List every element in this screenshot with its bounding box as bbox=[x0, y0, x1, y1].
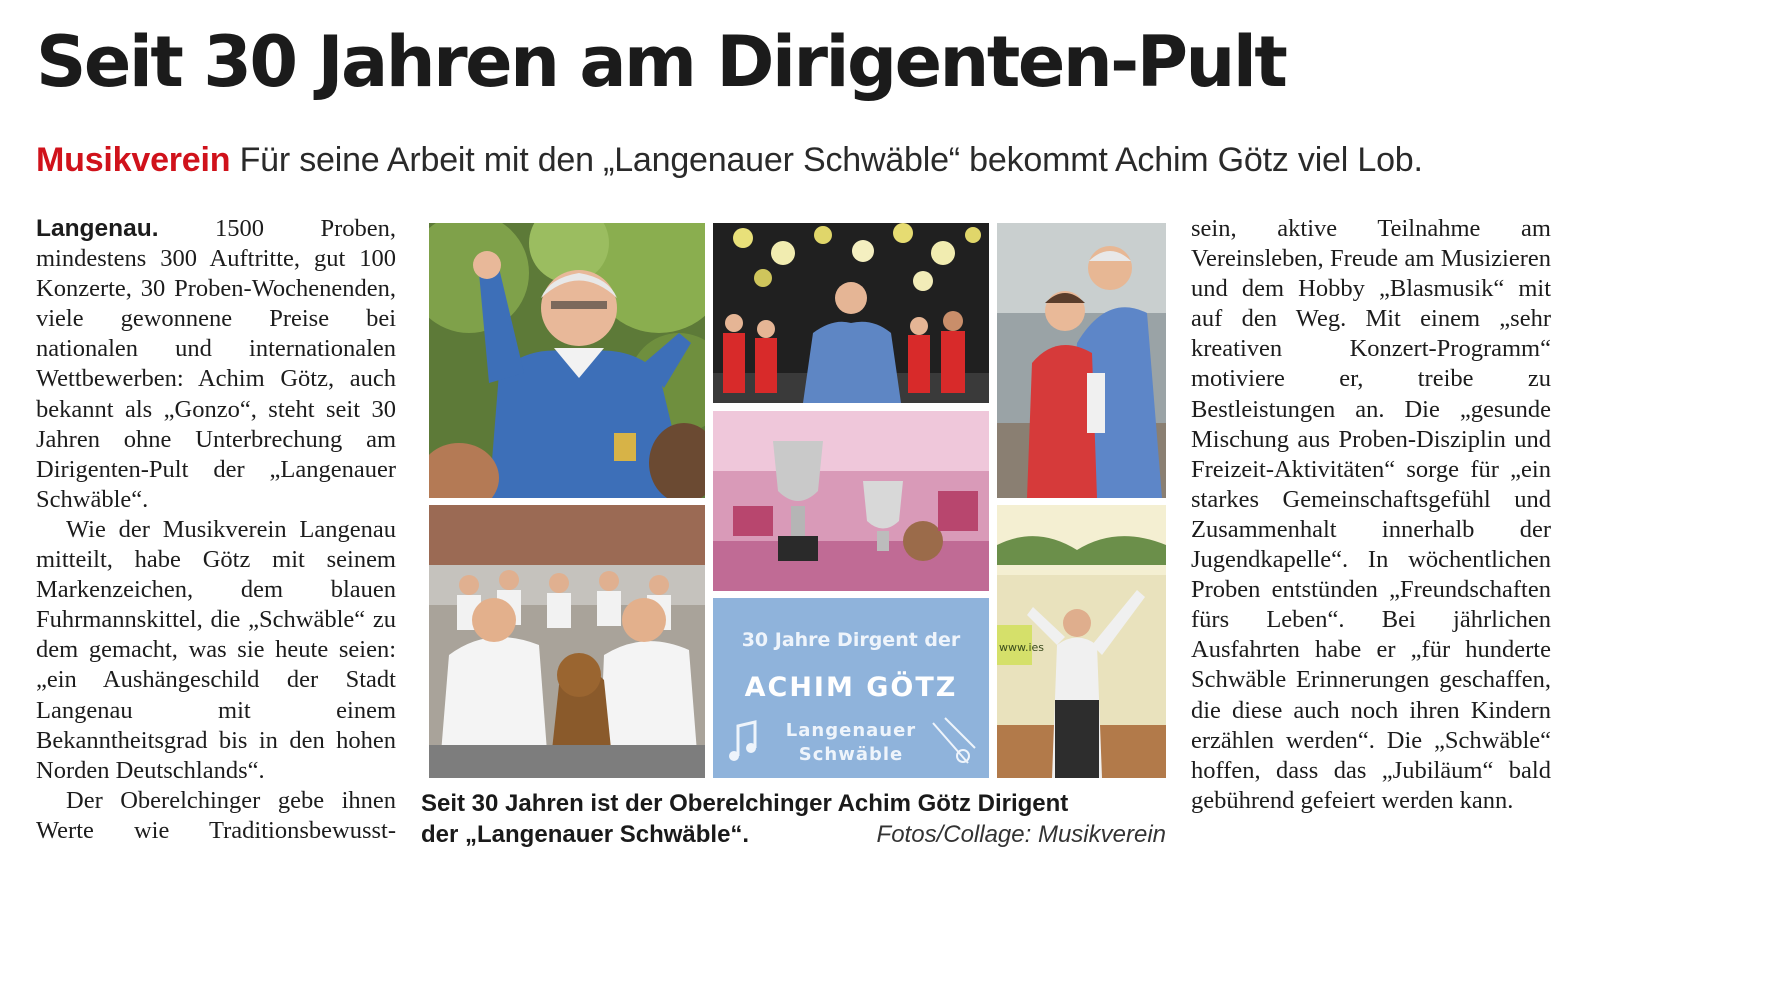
photo-conductor-tent bbox=[997, 505, 1166, 778]
photo-couple bbox=[997, 223, 1166, 498]
article-column-3 bbox=[1191, 214, 1551, 816]
caption-line-2: der „Langenauer Schwäble“. bbox=[421, 821, 750, 848]
article-subheadline bbox=[36, 138, 1423, 182]
paragraph-text: 1500 Proben, mindestens 300 Auftritte, gut 100 Konzerte, 30 Proben-Wochenenden, viele gewonnene Preise bei nationalen und internationalen Wettbewerben: Achim Götz, auch bekannt als „Gonzo“, steht seit 30 Jahren ohne Unterbrechung am Dirigenten-Pult der „Langenauer Schwäble“. bbox=[36, 215, 396, 513]
paragraph: Wie der Musikverein Langenau mitteilt, habe Götz mit seinem Markenzeichen, dem blauen Fuhrmannskittel, die „Schwäble“ zu dem gemacht, was sie heute seien: „ein Aushängeschild der Stadt Langenau mit einem Bekanntheitsgrad bis in den hohen Norden Deutschlands“. bbox=[36, 515, 396, 784]
photo-stage-concert bbox=[713, 223, 989, 403]
anniversary-banner bbox=[713, 598, 989, 778]
paragraph: sein, aktive Teilnahme am Vereinsleben, Freude am Musizieren und dem Hobby „Blasmusik“ mit auf den Weg. Mit einem „sehr kreativen Konzert-Programm“ motiviere er, treibe zu Bestleistungen an. Die „gesunde Mischung aus Proben-Disziplin und Freizeit-Aktivitäten“ sorge für „ein starkes Gemeinschaftsgefühl und Zusammenhalt innerhalb der Jugendkapelle“. In wöchentlichen Proben entstünden „Freundschaften fürs Leben“. Bei jährlichen Ausfahrten habe er „für hunderte Schwäble Erinnerungen geschaffen, die diese auch noch ihren Kindern erzählen werden“. Die „Schwäble“ hoffen, dass das „Jubiläum“ bald gebührend gefeiert werden kann. bbox=[1191, 215, 1551, 814]
photo-trophies bbox=[713, 411, 989, 591]
banner-line-3: Langenauer bbox=[785, 720, 917, 741]
article-column-1 bbox=[36, 214, 396, 846]
caption-line-1: Seit 30 Jahren ist der Oberelchinger Achim Götz Dirigent bbox=[421, 790, 1069, 817]
photo-conductor-outdoor bbox=[429, 223, 705, 498]
subheadline-text: Für seine Arbeit mit den „Langenauer Schwäble“ bekommt Achim Götz viel Lob. bbox=[239, 141, 1423, 179]
caption-row-2 bbox=[421, 819, 1166, 850]
photo-credit: Fotos/Collage: Musikverein bbox=[876, 821, 1166, 848]
banner-line-2: ACHIM GÖTZ bbox=[744, 672, 958, 703]
dateline: Langenau. bbox=[36, 215, 159, 242]
photo-group-with-dog bbox=[429, 505, 705, 778]
banner-line-1: 30 Jahre Dirgent der bbox=[741, 629, 961, 651]
paragraph bbox=[36, 214, 396, 515]
banner-line-4: Schwäble bbox=[798, 744, 904, 765]
article-headline: Seit 30 Jahren am Dirigenten-Pult bbox=[36, 21, 1286, 103]
paragraph: Der Oberelchinger gebe ihnen Werte wie Traditionsbewusst- bbox=[36, 786, 396, 844]
sign-text: www.ies bbox=[999, 641, 1045, 654]
kicker: Musikverein bbox=[36, 141, 231, 179]
photo-caption bbox=[421, 788, 1166, 850]
